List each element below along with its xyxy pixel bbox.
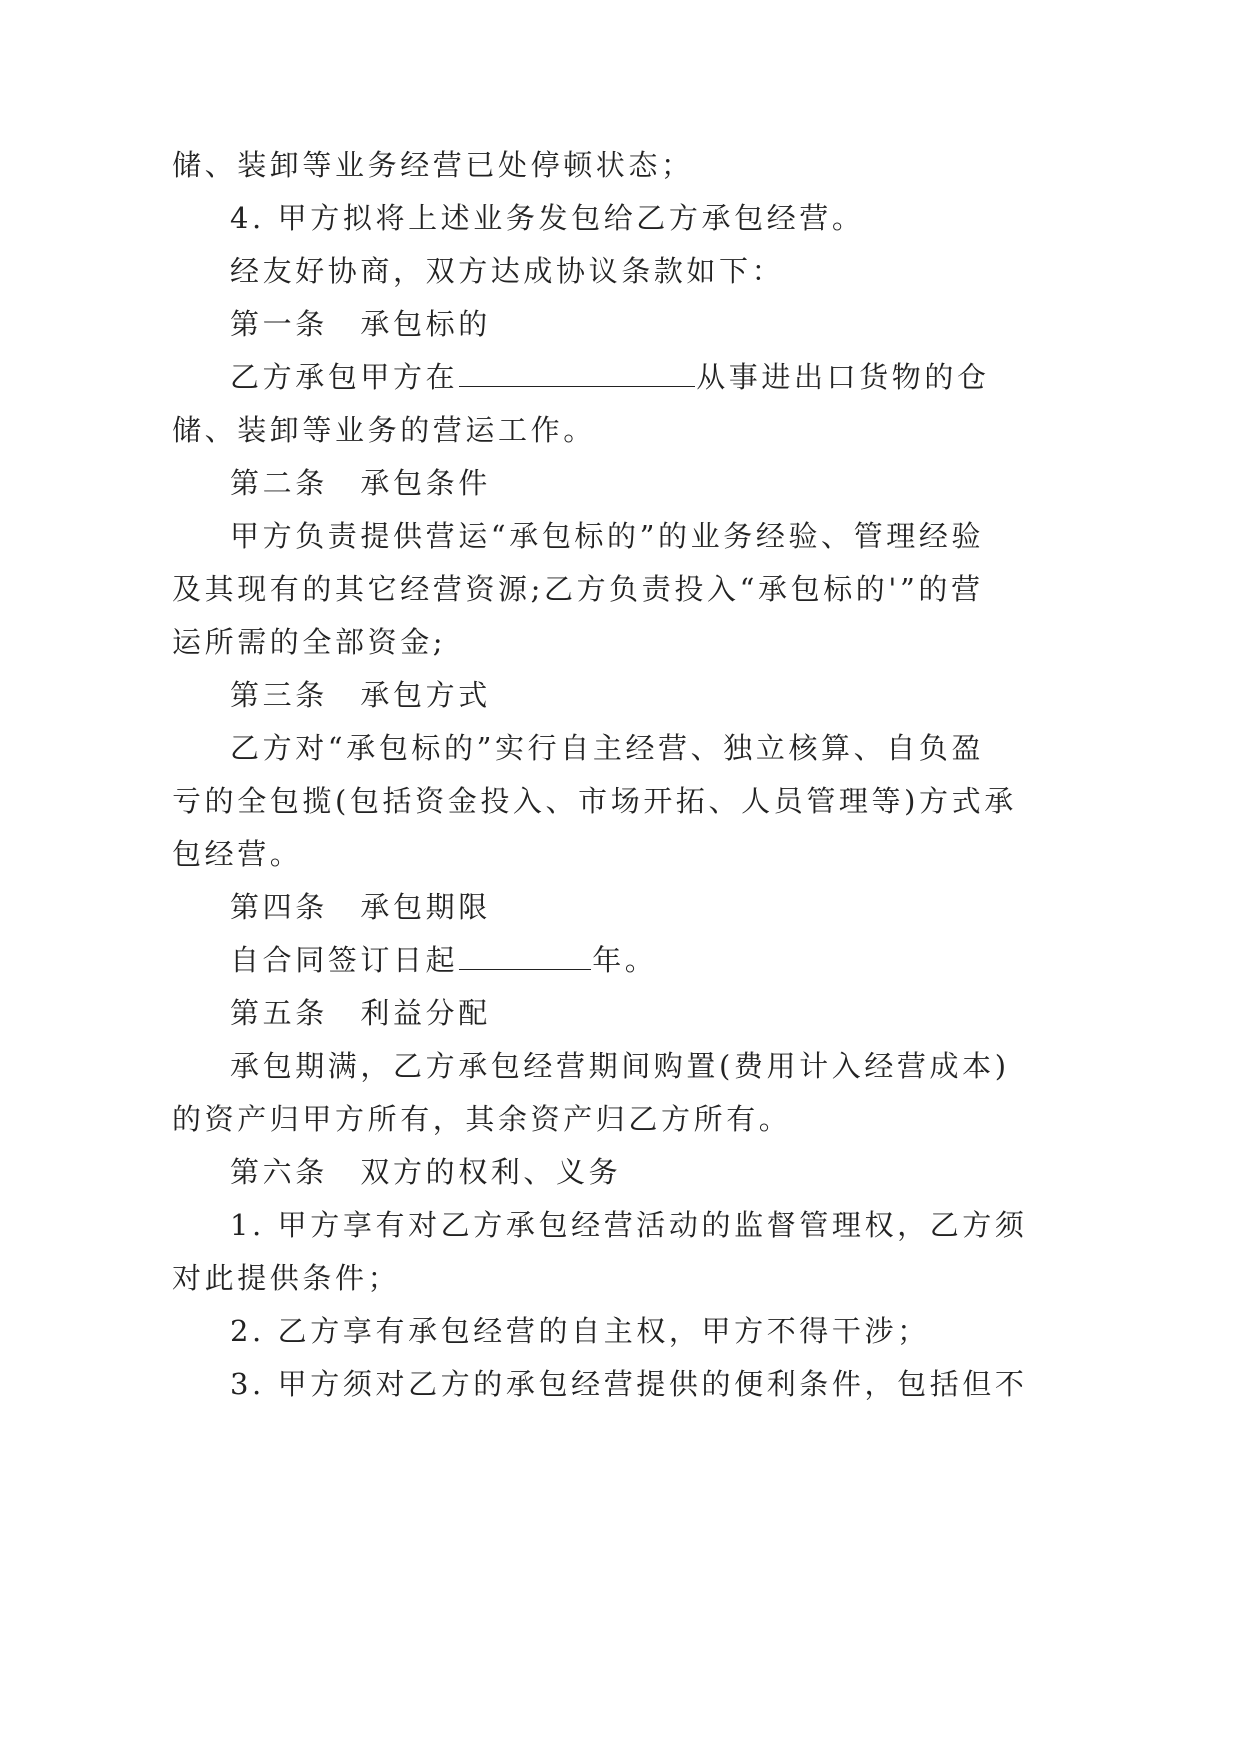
article-3-body-line: 乙方对“承包标的”实行自主经营、独立核算、自负盈: [230, 731, 985, 765]
article-4-body-line: [230, 940, 657, 980]
article-5-body-line: 承包期满，乙方承包经营期间购置(费用计入经营成本): [230, 1049, 1010, 1083]
article-2-heading: 第二条 承包条件: [230, 466, 491, 500]
article-3-body-line: 亏的全包揽(包括资金投入、市场开拓、人员管理等)方式承: [172, 784, 1017, 818]
text-before-blank: 乙方承包甲方在: [230, 360, 459, 394]
paragraph-line-continuation: 储、装卸等业务经营已处停顿状态；: [172, 148, 694, 182]
preamble-line: 经友好协商，双方达成协议条款如下：: [230, 254, 785, 288]
text-before-blank: 自合同签订日起: [230, 943, 459, 977]
term-years-blank: [459, 941, 591, 970]
text-after-blank: 年。: [592, 943, 658, 977]
article-6-item-1: 1. 甲方享有对乙方承包经营活动的监督管理权，乙方须: [230, 1208, 1028, 1242]
article-1-body-line: 储、装卸等业务的营运工作。: [172, 413, 596, 447]
text-after-blank: 从事进出口货物的仓: [696, 360, 990, 394]
article-6-item-2: 2. 乙方享有承包经营的自主权，甲方不得干涉；: [230, 1314, 930, 1348]
article-2-body-line: 运所需的全部资金;: [172, 625, 447, 659]
article-1-heading: 第一条 承包标的: [230, 307, 491, 341]
article-4-heading: 第四条 承包期限: [230, 890, 491, 924]
article-3-heading: 第三条 承包方式: [230, 678, 491, 712]
location-blank: [459, 358, 695, 387]
clause-item-4: 4. 甲方拟将上述业务发包给乙方承包经营。: [230, 201, 865, 235]
article-6-heading: 第六条 双方的权利、义务: [230, 1155, 622, 1189]
article-3-body-line: 包经营。: [172, 837, 303, 871]
article-5-body-line: 的资产归甲方所有，其余资产归乙方所有。: [172, 1102, 792, 1136]
article-5-heading: 第五条 利益分配: [230, 996, 491, 1030]
article-1-body-line: [230, 357, 990, 397]
article-2-body-line: 甲方负责提供营运“承包标的”的业务经验、管理经验: [230, 519, 985, 553]
article-6-item-1-continuation: 对此提供条件；: [172, 1261, 401, 1295]
article-2-body-line: 及其现有的其它经营资源;乙方负责投入“承包标的'”的营: [172, 572, 984, 606]
article-6-item-3: 3. 甲方须对乙方的承包经营提供的便利条件，包括但不: [230, 1367, 1028, 1401]
